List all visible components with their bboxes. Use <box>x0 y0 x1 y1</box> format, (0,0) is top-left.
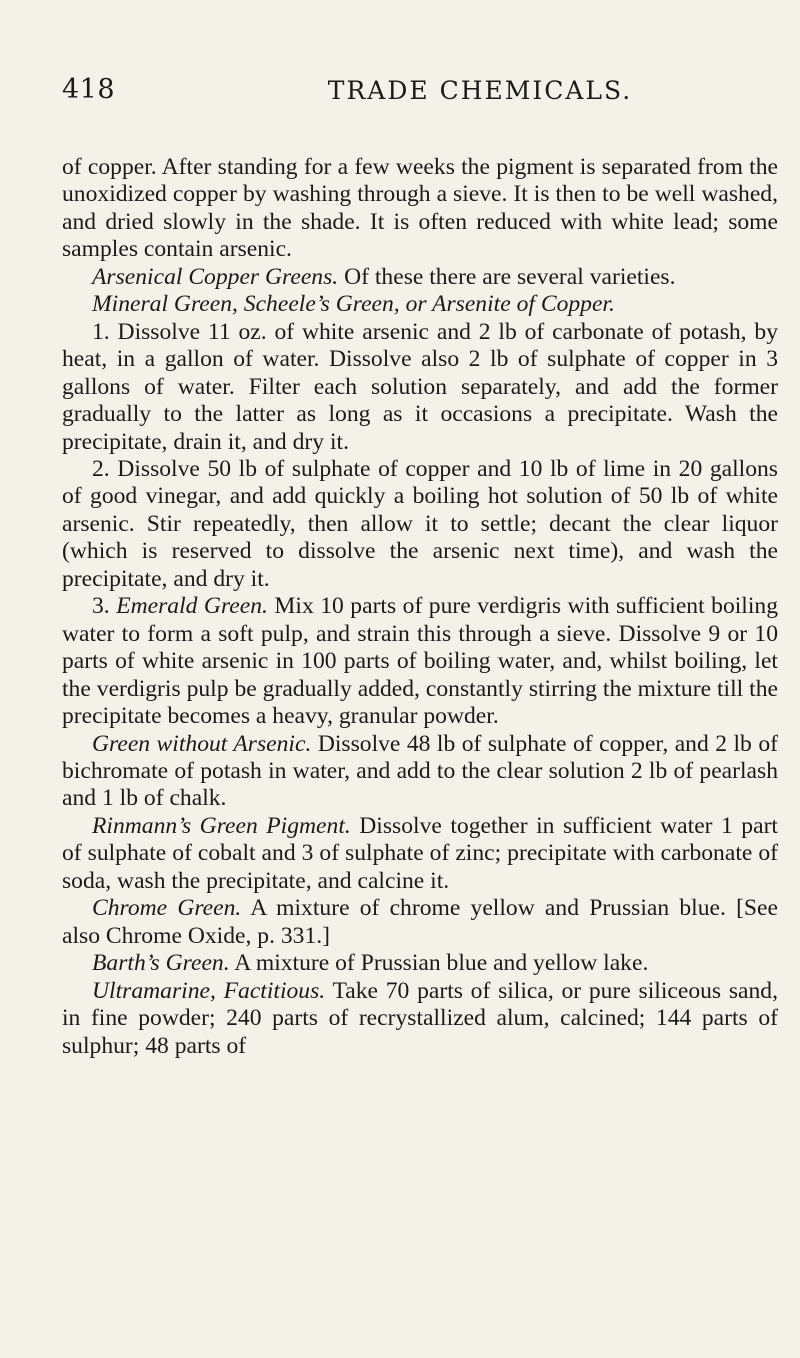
heading-mineral-green <box>62 291 778 318</box>
paragraph-rinmanns-green <box>62 813 778 895</box>
recipe-2: 2. Dissolve 50 lb of sulphate of copper and 10 lb of lime in 20 gallons of good vinegar, and add quickly a boiling hot solution of 50 lb of white arsenic. Stir repeatedly, then allow it to settle; decant the clear liquor (which is reserved to dissolve the arsenic next time), and wash the precipitate, and dry it. <box>62 455 778 592</box>
heading-rinmanns-green: Rinmann’s Green Pigment. <box>92 812 351 839</box>
body-text <box>62 154 778 1060</box>
paragraph-text: Mix 10 parts of pure verdigris with sufficient boiling water to form a soft pulp, and strain this through a sieve. Dissolve 9 or 10 parts of white arsenic in 100 parts of boiling water, and, whilst boiling, let the verdigris pulp be gradually added, constantly stirring the mixture till the precipitate becomes a heavy, granular powder. <box>62 593 779 730</box>
page-number: 418 <box>62 74 116 105</box>
heading-barths-green: Barth’s Green. <box>92 950 230 977</box>
paragraph-green-without-arsenic <box>62 731 778 813</box>
paragraph-text: Take 70 parts of silica, or pure siliceous sand, in fine powder; 240 parts of recrystallized alum, calcined; 144 parts of sulphur; 48 parts of <box>62 977 778 1059</box>
paragraph-ultramarine-factitious <box>62 978 778 1060</box>
heading-arsenical-copper-greens: Arsenical Copper Greens. <box>92 263 339 290</box>
paragraph-text: Of these there are several varieties. <box>338 263 676 290</box>
paragraph-text: A mixture of chrome yellow and Prussian blue. [See also Chrome Oxide, p. 331.] <box>62 895 778 949</box>
paragraph-copper-continued: of copper. After standing for a few weeks the pigment is separated from the unoxidized copper by washing through a sieve. It is then to be well washed, and dried slowly in the shade. It is often reduced with white lead; some samples contain arsenic. <box>62 154 778 263</box>
book-page <box>62 0 778 1358</box>
heading-green-without-arsenic: Green without Arsenic. <box>92 730 312 757</box>
paragraph-text: Dissolve 48 lb of sulphate of copper, and 2 lb of bichromate of potash in water, and add to the clear solution 2 lb of pearlash and 1 lb of chalk. <box>62 730 778 812</box>
heading-ultramarine-factitious: Ultramarine, Factitious. <box>92 977 326 1004</box>
paragraph-text: Dissolve together in sufficient water 1 part of sulphate of cobalt and 3 of sulphate of zinc; precipitate with carbonate of soda, wash the precipitate, and calcine it. <box>62 812 778 894</box>
recipe-3-emerald-green <box>62 593 778 730</box>
heading-mineral-green-text: Mineral Green, Scheele’s Green, or Arsenite of Copper. <box>92 291 615 318</box>
paragraph-chrome-green <box>62 895 778 950</box>
paragraph-barths-green <box>62 950 778 977</box>
heading-emerald-green: Emerald Green. <box>116 593 268 620</box>
recipe-number: 3. <box>92 593 117 620</box>
paragraph-arsenical-copper-greens <box>62 264 778 291</box>
running-head: TRADE CHEMICALS. <box>327 76 633 105</box>
heading-chrome-green: Chrome Green. <box>92 895 242 922</box>
paragraph-text: A mixture of Prussian blue and yellow lake. <box>229 950 649 977</box>
recipe-1: 1. Dissolve 11 oz. of white arsenic and 2 lb of carbonate of potash, by heat, in a gallon of water. Dissolve also 2 lb of sulphate of copper in 3 gallons of water. Filter each solution separately, and add the former gradually to the latter as long as it occasions a precipitate. Wash the precipitate, drain it, and dry it. <box>62 318 778 455</box>
page-header <box>62 74 778 114</box>
